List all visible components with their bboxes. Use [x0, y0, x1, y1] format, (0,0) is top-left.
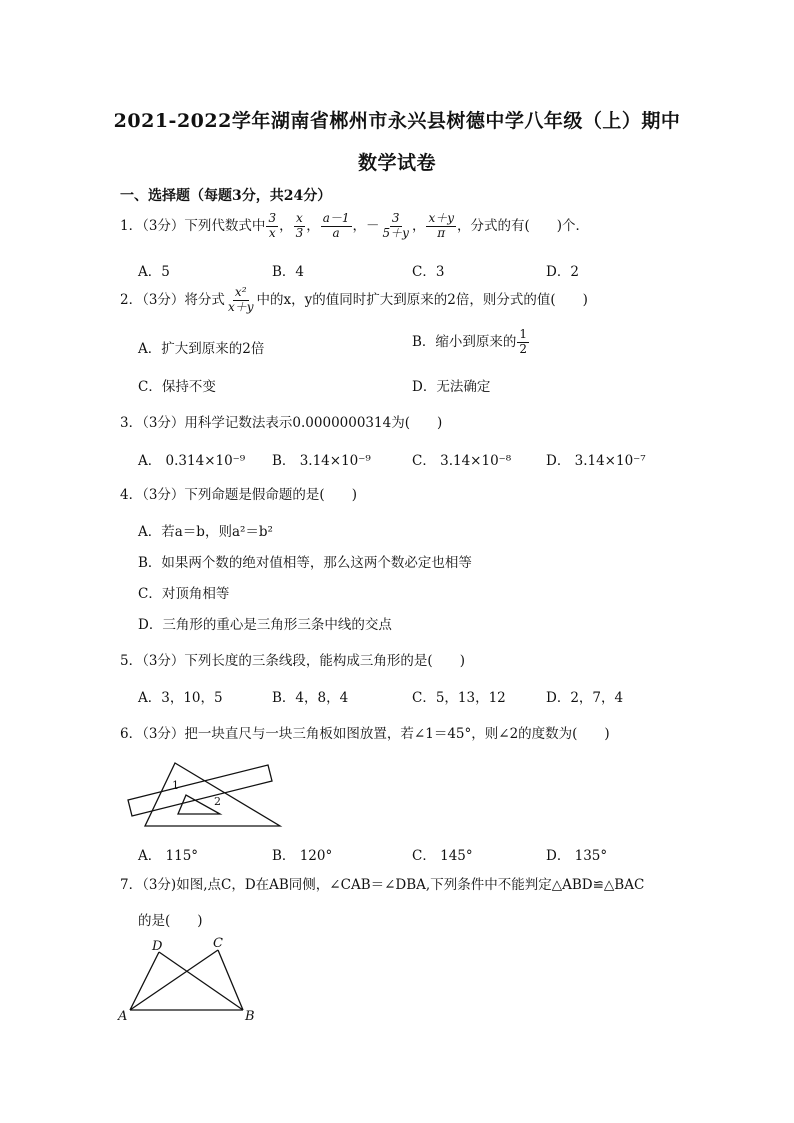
q1-fraction-2: $\frac{x}{3}$	[295, 211, 304, 240]
q2-suffix: 中的x，y的值同时扩大到原来的2倍，则分式的值( )	[256, 291, 588, 308]
q4-option-a[interactable]: A．若a＝b，则a²＝b²	[138, 524, 273, 540]
q2-option-b[interactable]: B．缩小到原来的 $\frac{1}{2}$	[412, 327, 528, 356]
set-square-outer	[145, 763, 280, 826]
point-d-label: D	[152, 939, 163, 954]
q3-option-a[interactable]: A． 0.314×10⁻⁹	[138, 453, 246, 469]
q1-fraction-1: $\frac{3}{x}$	[268, 211, 277, 240]
q5-option-d[interactable]: D．2，7，4	[546, 690, 624, 706]
q1-prefix: 1．（3分）下列代数式中	[120, 217, 266, 234]
question-6: 6．（3分）把一块直尺与一块三角板如图放置，若∠1＝45°，则∠2的度数为( )	[120, 726, 610, 742]
q2-prefix: 2．（3分）将分式	[120, 291, 225, 308]
question-5: 5．（3分）下列长度的三条线段，能构成三角形的是( )	[120, 653, 465, 669]
q1-option-b[interactable]: B．4	[272, 264, 305, 280]
q5-option-a[interactable]: A．3，10，5	[138, 690, 223, 706]
point-a-label: A	[118, 1009, 128, 1024]
point-b-label: B	[245, 1009, 255, 1024]
question-7-line2: 的是( )	[138, 913, 203, 929]
q1-fraction-4: $\frac{3}{5+y}$	[382, 211, 409, 240]
q6-option-c[interactable]: C． 145°	[412, 848, 473, 864]
q2-option-d[interactable]: D．无法确定	[412, 379, 491, 395]
q3-option-d[interactable]: D． 3.14×10⁻⁷	[546, 453, 646, 469]
q1-option-c[interactable]: C．3	[412, 264, 445, 280]
q1-fraction-3: $\frac{a-1}{a}$	[322, 211, 350, 240]
exam-title-line1: 2021-2022学年湖南省郴州市永兴县树德中学八年级（上）期中	[113, 110, 681, 132]
angle-1-label: 1	[172, 779, 179, 792]
q6-option-a[interactable]: A． 115°	[138, 848, 199, 864]
q5-option-b[interactable]: B．4，8，4	[272, 690, 349, 706]
q3-option-b[interactable]: B． 3.14×10⁻⁹	[272, 453, 371, 469]
q1-fraction-5: $\frac{x+y}{\pi}$	[428, 211, 454, 240]
point-c-label: C	[213, 936, 223, 951]
q4-option-b[interactable]: B．如果两个数的绝对值相等，那么这两个数必定也相等	[138, 555, 472, 571]
exam-title-line2: 数学试卷	[357, 152, 436, 174]
q6-option-d[interactable]: D． 135°	[546, 848, 608, 864]
quadrilateral-figure	[115, 934, 265, 1024]
q6-option-b[interactable]: B． 120°	[272, 848, 333, 864]
q1-suffix: ，分式的有( )个．	[457, 217, 590, 234]
angle-2-label: 2	[214, 795, 221, 808]
q3-option-c[interactable]: C． 3.14×10⁻⁸	[412, 453, 512, 469]
segment-ac	[130, 950, 218, 1010]
q4-option-d[interactable]: D．三角形的重心是三角形三条中线的交点	[138, 617, 392, 633]
q2-fraction: $\frac{\text{x²}}{x+y}$	[227, 285, 254, 314]
question-2	[120, 286, 588, 315]
q1-option-d[interactable]: D．2	[546, 264, 579, 280]
question-4: 4．（3分）下列命题是假命题的是( )	[120, 487, 357, 503]
question-7-line1: 7．（3分)如图,点C，D在AB同侧，∠CAB＝∠DBA,下列条件中不能判定△ABD≌△BAC	[120, 877, 645, 893]
question-3: 3．（3分）用科学记数法表示0.0000000314为( )	[120, 415, 443, 431]
segment-ad	[130, 952, 159, 1010]
q1-minus-sign: －	[366, 217, 380, 234]
q5-option-c[interactable]: C．5，13，12	[412, 690, 506, 706]
q2-option-a[interactable]: A．扩大到原来的2倍	[138, 341, 265, 357]
q2-half-fraction: $\frac{1}{2}$	[519, 327, 528, 356]
section-heading: 一、选择题（每题3分，共24分）	[120, 188, 332, 204]
q4-option-c[interactable]: C．对顶角相等	[138, 586, 230, 602]
q2-option-c[interactable]: C．保持不变	[138, 379, 216, 395]
question-1: 1．（3分）下列代数式中 $\frac{3}{x}$ ， $\frac{x}{3}$ ， $\frac{a-1}{a}$ ，－ $\frac{3}{5+y}$ ， $\frac{x+y}{\pi}$ ，分式的有( )个．	[120, 211, 590, 240]
q1-option-a[interactable]: A．5	[138, 264, 170, 280]
ruler-triangle-figure	[120, 755, 290, 835]
